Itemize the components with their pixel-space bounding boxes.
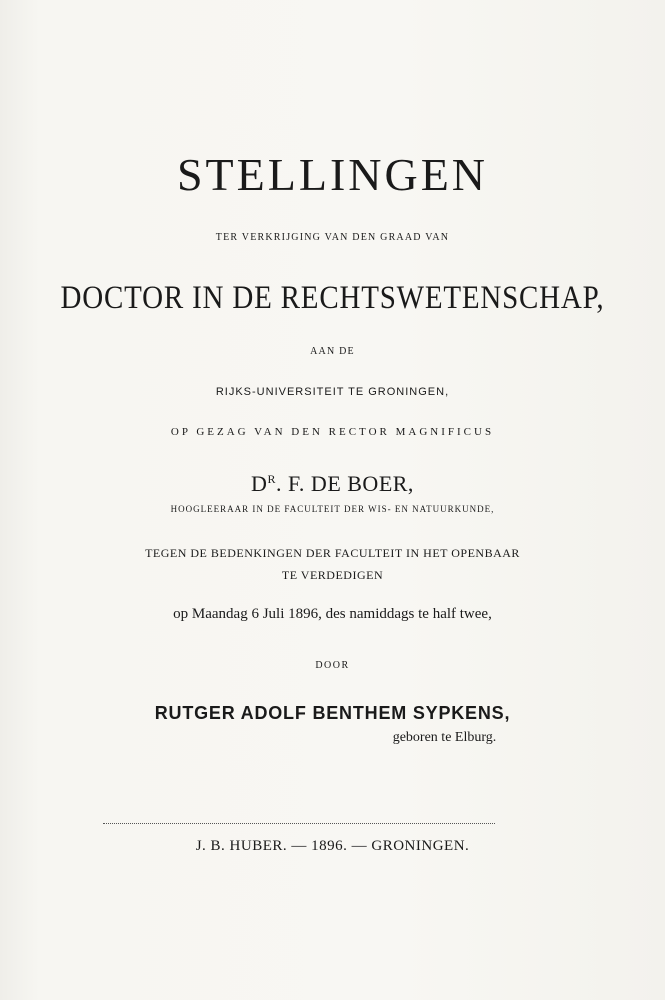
- defense-line-2: TE VERDEDIGEN: [281, 568, 384, 582]
- birthplace-line: geboren te Elburg.: [392, 730, 497, 745]
- degree-intro: TER VERKRIJGING VAN DEN GRAAD VAN: [215, 232, 450, 243]
- author-name: RUTGER ADOLF BENTHEM SYPKENS,: [154, 703, 511, 723]
- dotted-divider: [103, 823, 495, 824]
- rector-prefix: D: [251, 471, 268, 496]
- date-line: op Maandag 6 Juli 1896, des namiddags te half twee,: [173, 606, 492, 622]
- rector-line: [0, 471, 665, 497]
- rector-superscript: R: [267, 472, 276, 486]
- preposition-line: AAN DE: [310, 346, 355, 357]
- document-title: STELLINGEN: [176, 149, 489, 200]
- by-label: DOOR: [315, 660, 350, 671]
- rector-title: HOOGLEERAAR IN DE FACULTEIT DER WIS- EN NATUURKUNDE,: [170, 504, 495, 514]
- authority-line: OP GEZAG VAN DEN RECTOR MAGNIFICUS: [170, 426, 495, 438]
- degree-name: DOCTOR IN DE RECHTSWETENSCHAP,: [60, 280, 605, 316]
- defense-line-1: TEGEN DE BEDENKINGEN DER FACULTEIT IN HET OPENBAAR: [145, 546, 520, 560]
- rector-name: . F. DE BOER,: [275, 471, 414, 496]
- university-name: RIJKS-UNIVERSITEIT TE GRONINGEN,: [215, 386, 450, 398]
- imprint-line: J. B. HUBER. — 1896. — GRONINGEN.: [195, 838, 470, 854]
